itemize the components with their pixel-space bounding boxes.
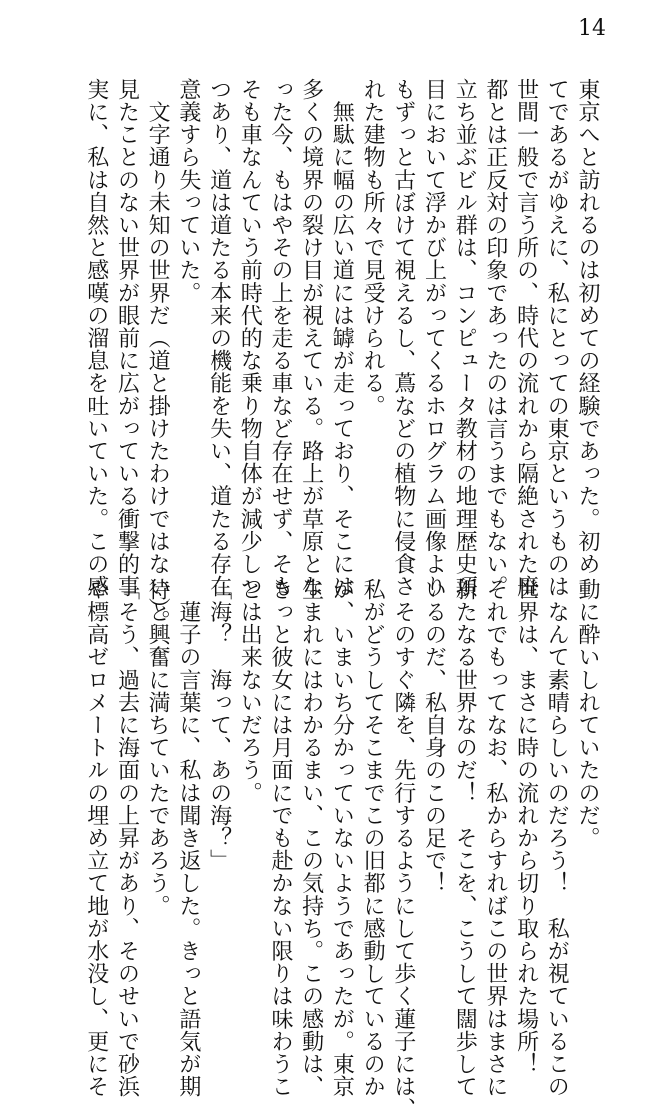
text-line: 「そう、過去に海面の上昇があり、そのせいで砂浜 [114,578,140,1098]
text-line: もずっと古ぼけて視えるし、蔦などの植物に侵食さ [390,78,416,598]
text-line: 無駄に幅の広い道には罅が走っており、そこには [329,78,355,598]
text-line: 目において浮かび上がってくるホログラム画像より [421,78,447,598]
text-line: つあり、道は道たる本来の機能を失い、道たる存在 [206,78,232,598]
text-line: それでもってなお、私からすればこの世界はまさに [482,578,508,1098]
text-line: そも車なんていう前時代的な乗り物自体が減少しつ [237,78,263,598]
text-line: 私がどうしてそこまでこの旧都に感動しているのか [360,578,386,1098]
text-line: 動に酔いしれていたのだ。 [575,578,600,850]
text-line: てであるがゆえに、私にとっての東京というものは [544,78,570,598]
text-line: 世界は、まさに時の流れから切り取られた場所！ [513,578,539,1076]
text-line: いるのだ、私自身のこの足で！ [421,578,447,895]
text-line: とは出来ないだろう。 [237,578,263,804]
text-line: 新たなる世界なのだ！ そこを、こうして闊歩して [452,578,478,1098]
text-line: 見たことのない世界が眼前に広がっている衝撃的事 [114,78,140,598]
upper-text-block [80,78,602,632]
text-line: 意義すら失っていた。 [175,78,201,304]
text-line: 世間一般で言う所の、時代の流れから隔絶された廃 [513,78,539,598]
text-line: 文字通り未知の世界だ（道と掛けたわけではない）。 [145,78,171,632]
text-line: 実に、私は自然と感嘆の溜息を吐いていた。この感 [83,78,109,598]
text-line: 生まれにはわかるまい、この気持ち。この感動は、 [298,578,324,1098]
text-line: れた建物も所々で見受けられる。 [360,78,386,417]
text-line: 「海？ 海って、あの海？」 [206,578,232,872]
text-line: や標高ゼロメートルの埋め立て地が水没し、更にそ [83,578,109,1098]
text-line: 多くの境界の裂け目が視えている。路上が草原とな [298,78,324,598]
text-line: 待と興奮に満ちていたであろう。 [145,578,171,917]
text-line: 東京へと訪れるのは初めての経験であった。初め [575,78,600,576]
page-number: 14 [578,16,606,41]
text-line: きっと彼女には月面にでも赴かない限りは味わうこ [267,578,293,1098]
text-line: が、いまいち分かっていないようであったが。東京 [329,578,355,1098]
text-line: なんて素晴らしいのだろう！ 私が視ているこの [544,578,570,1098]
text-line: 蓮子の言葉に、私は聞き返した。きっと語気が期 [175,578,201,1098]
text-line: そのすぐ隣を、先行するようにして歩く蓮子には、 [390,578,416,1120]
text-line: 都とは正反対の印象であったのは言うまでもない。 [482,78,508,598]
text-line: った今、もはやその上を走る車など存在せず、そも [267,78,293,598]
text-line: 立ち並ぶビル群は、コンピュータ教材の地理歴史項 [452,78,478,598]
lower-text-block [80,578,602,1120]
